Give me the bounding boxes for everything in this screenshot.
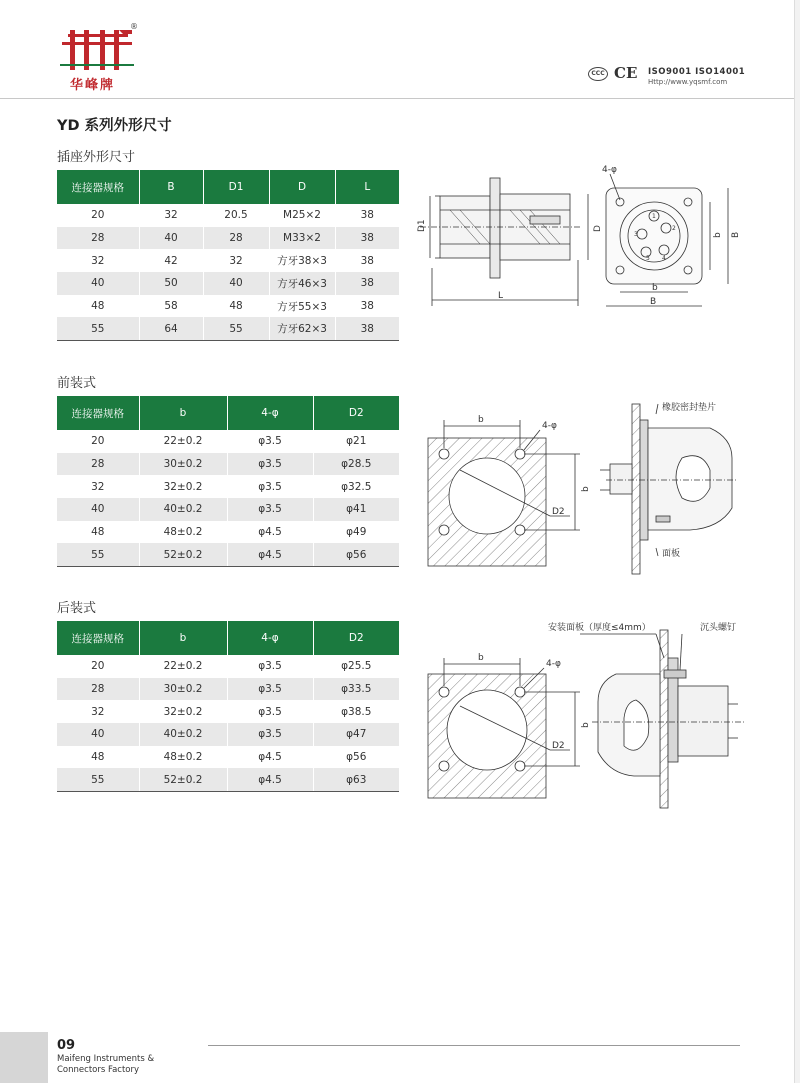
pin-label-5: 5 — [646, 255, 650, 262]
dim-label-hole: 4-φ — [602, 165, 617, 175]
table-cell: 50 — [139, 272, 203, 295]
table-row — [57, 453, 399, 476]
table-row — [57, 498, 399, 521]
table-row — [57, 543, 399, 566]
certification-block — [588, 64, 748, 90]
ccc-mark-icon: CCC — [588, 67, 608, 81]
table-row — [57, 272, 399, 295]
table-row — [57, 295, 399, 318]
table-row — [57, 204, 399, 227]
table-cell: 22±0.2 — [139, 655, 227, 678]
table-cell: 64 — [139, 317, 203, 340]
col-header-spec: 连接器规格 — [57, 170, 139, 204]
company-name-line1: Maifeng Instruments & — [57, 1054, 155, 1064]
table-cell: 55 — [57, 317, 139, 340]
col-header-l: L — [335, 170, 399, 204]
table-cell: 38 — [335, 317, 399, 340]
table-cell: M25×2 — [269, 204, 335, 227]
table-header-row — [57, 170, 399, 204]
label-countersunk-screw: 沉头螺钉 — [700, 623, 737, 633]
page-number: 09 — [57, 1038, 76, 1053]
table-cell: 32 — [203, 249, 269, 272]
col-header-d1: D1 — [203, 170, 269, 204]
page-edge — [794, 0, 800, 1083]
table-cell: 32 — [57, 700, 139, 723]
col-header-spec: 连接器规格 — [57, 396, 139, 430]
table-cell: 28 — [57, 678, 139, 701]
table-cell: 38 — [335, 272, 399, 295]
rear-mount-diagram — [420, 618, 750, 813]
dim-label-b: b — [478, 415, 484, 425]
table-cell: 32 — [57, 475, 139, 498]
table-cell: 22±0.2 — [139, 430, 227, 453]
table-cell: 20 — [57, 204, 139, 227]
logo-mark-icon — [58, 28, 136, 72]
footer-divider — [208, 1045, 740, 1046]
dim-label-b-side: b — [581, 486, 591, 492]
table-row — [57, 746, 399, 769]
section-title-rear-mount: 后装式 — [57, 601, 97, 616]
pin-label-2: 2 — [672, 225, 676, 232]
table-cell: 28 — [203, 227, 269, 250]
table-row — [57, 655, 399, 678]
table-row — [57, 768, 399, 791]
table-cell: 40±0.2 — [139, 723, 227, 746]
table-cell: 28 — [57, 453, 139, 476]
col-header-b: B — [139, 170, 203, 204]
pin-label-3: 3 — [634, 231, 638, 238]
table-cell: 48 — [57, 521, 139, 544]
table-cell: φ4.5 — [227, 543, 313, 566]
table-cell: φ3.5 — [227, 678, 313, 701]
table-cell: 38 — [335, 249, 399, 272]
label-mounting-panel: 安装面板（厚度≤4mm） — [548, 623, 651, 633]
table-row — [57, 227, 399, 250]
table-cell: φ3.5 — [227, 723, 313, 746]
table-cell: 48 — [203, 295, 269, 318]
table-cell: 52±0.2 — [139, 768, 227, 791]
table-cell: 40 — [139, 227, 203, 250]
table-cell: φ33.5 — [313, 678, 399, 701]
col-header-b: b — [139, 621, 227, 655]
table-cell: 28 — [57, 227, 139, 250]
table-cell: 38 — [335, 204, 399, 227]
dim-label-b-side: b — [713, 232, 723, 238]
iso-certifications: ISO9001 ISO14001 — [648, 67, 746, 77]
table-cell: 48±0.2 — [139, 521, 227, 544]
table-cell: 32 — [57, 249, 139, 272]
dim-label-b: b — [478, 653, 484, 663]
socket-outline-diagram — [410, 160, 750, 320]
brand-logo — [58, 22, 148, 92]
table-cell: φ3.5 — [227, 655, 313, 678]
table-cell: 42 — [139, 249, 203, 272]
section-title-socket: 插座外形尺寸 — [57, 150, 136, 165]
table-cell: φ3.5 — [227, 430, 313, 453]
table-cell: 40 — [57, 498, 139, 521]
table-cell: φ4.5 — [227, 746, 313, 769]
table-row — [57, 317, 399, 340]
table-cell: 58 — [139, 295, 203, 318]
table-cell: 方牙55×3 — [269, 295, 335, 318]
table-cell: φ25.5 — [313, 655, 399, 678]
dim-label-l: L — [498, 291, 504, 301]
ce-mark-icon: CE — [614, 64, 638, 82]
pin-label-1: 1 — [652, 213, 656, 220]
table-cell: φ4.5 — [227, 521, 313, 544]
table-cell: φ49 — [313, 521, 399, 544]
table-row — [57, 430, 399, 453]
table-cell: 30±0.2 — [139, 453, 227, 476]
col-header-b: b — [139, 396, 227, 430]
table-cell: 20 — [57, 430, 139, 453]
table-cell: 55 — [57, 543, 139, 566]
table-cell: φ32.5 — [313, 475, 399, 498]
table-cell: 32±0.2 — [139, 475, 227, 498]
table-row — [57, 700, 399, 723]
col-header-holes: 4-φ — [227, 396, 313, 430]
table-cell: 20 — [57, 655, 139, 678]
table-cell: 32 — [139, 204, 203, 227]
table-header-row — [57, 396, 399, 430]
table-cell: φ47 — [313, 723, 399, 746]
dim-label-big-b-side: B — [731, 231, 741, 238]
registered-mark: ® — [130, 22, 138, 31]
table-row — [57, 678, 399, 701]
front-mount-table — [57, 396, 399, 567]
company-name-line2: Connectors Factory — [57, 1065, 140, 1075]
dim-label-b-side: b — [581, 722, 591, 728]
section-title-front-mount: 前装式 — [57, 376, 97, 391]
dim-label-d2: D2 — [552, 507, 565, 517]
table-cell: 38 — [335, 227, 399, 250]
label-panel: 面板 — [662, 549, 681, 559]
table-cell: φ63 — [313, 768, 399, 791]
table-cell: 方牙46×3 — [269, 272, 335, 295]
table-cell: 48±0.2 — [139, 746, 227, 769]
table-header-row — [57, 621, 399, 655]
col-header-holes: 4-φ — [227, 621, 313, 655]
table-cell: 48 — [57, 295, 139, 318]
table-cell: φ41 — [313, 498, 399, 521]
table-cell: 40 — [203, 272, 269, 295]
socket-dimensions-table — [57, 170, 399, 341]
header-divider — [0, 98, 800, 99]
table-cell: 40±0.2 — [139, 498, 227, 521]
table-cell: 52±0.2 — [139, 543, 227, 566]
table-cell: M33×2 — [269, 227, 335, 250]
table-row — [57, 249, 399, 272]
table-cell: 48 — [57, 746, 139, 769]
table-cell: 32±0.2 — [139, 700, 227, 723]
table-cell: 40 — [57, 272, 139, 295]
col-header-d2: D2 — [313, 621, 399, 655]
dim-label-d: D — [593, 225, 603, 232]
brand-name: 华峰牌 — [70, 78, 116, 93]
dim-label-big-b: B — [650, 297, 657, 307]
table-cell: φ28.5 — [313, 453, 399, 476]
rear-mount-table — [57, 621, 399, 792]
col-header-d2: D2 — [313, 396, 399, 430]
page-title: YD 系列外形尺寸 — [57, 118, 172, 134]
table-cell: φ3.5 — [227, 453, 313, 476]
table-cell: φ3.5 — [227, 475, 313, 498]
table-row — [57, 521, 399, 544]
table-cell: 40 — [57, 723, 139, 746]
table-cell: 38 — [335, 295, 399, 318]
col-header-spec: 连接器规格 — [57, 621, 139, 655]
table-row — [57, 475, 399, 498]
table-cell: φ21 — [313, 430, 399, 453]
dim-label-b: b — [652, 283, 658, 293]
table-cell: φ3.5 — [227, 700, 313, 723]
table-cell: 20.5 — [203, 204, 269, 227]
table-cell: 55 — [57, 768, 139, 791]
table-cell: φ38.5 — [313, 700, 399, 723]
dim-label-hole: 4-φ — [546, 659, 561, 669]
label-rubber-gasket: 橡胶密封垫片 — [662, 403, 717, 413]
dim-label-d1: D1 — [417, 219, 427, 232]
front-mount-diagram — [420, 398, 750, 583]
table-cell: 方牙38×3 — [269, 249, 335, 272]
pin-label-4: 4 — [662, 255, 666, 262]
table-cell: 55 — [203, 317, 269, 340]
table-row — [57, 723, 399, 746]
col-header-d: D — [269, 170, 335, 204]
table-cell: 方牙62×3 — [269, 317, 335, 340]
dim-label-d2: D2 — [552, 741, 565, 751]
table-cell: 30±0.2 — [139, 678, 227, 701]
table-cell: φ56 — [313, 543, 399, 566]
website-url: Http://www.yqsmf.com — [648, 78, 728, 86]
dim-label-hole: 4-φ — [542, 421, 557, 431]
footer-tab — [0, 1032, 48, 1083]
table-cell: φ56 — [313, 746, 399, 769]
table-cell: φ3.5 — [227, 498, 313, 521]
table-cell: φ4.5 — [227, 768, 313, 791]
